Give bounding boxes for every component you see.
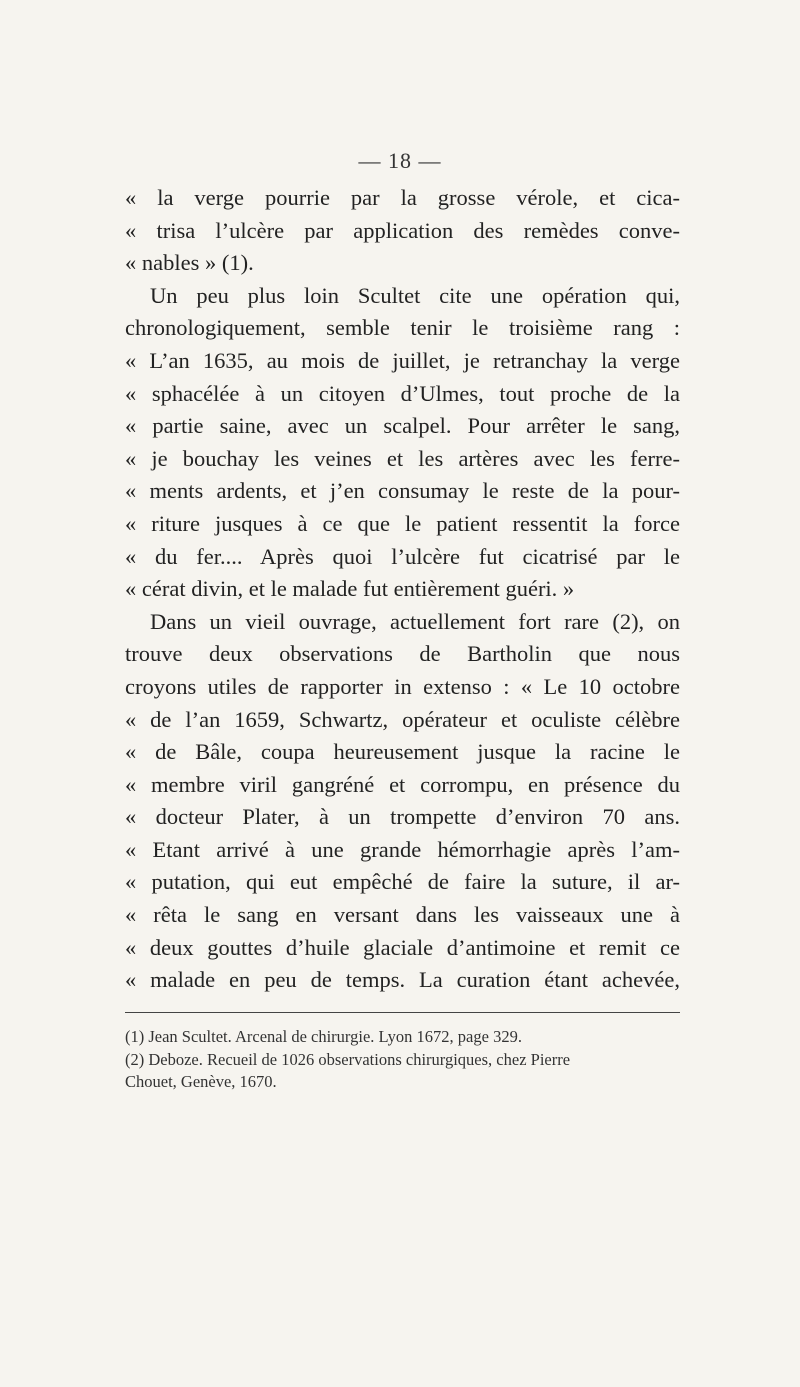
footnote-2-continuation: Chouet, Genève, 1670. [125, 1072, 277, 1091]
text-line: « putation, qui eut empêché de faire la suture, il ar- [125, 869, 680, 895]
text-line: Un peu plus loin Scultet cite une opération qui, [150, 282, 680, 308]
text-line: chronologiquement, semble tenir le troisième rang : [125, 315, 680, 341]
text-line: Dans un vieil ouvrage, actuellement fort rare (2), on [150, 608, 680, 634]
text-line: « je bouchay les veines et les artères avec les ferre- [125, 445, 680, 471]
text-line: « du fer.... Après quoi l’ulcère fut cicatrisé par le [125, 543, 680, 569]
page-number: — 18 — [358, 148, 442, 173]
text-line: « trisa l’ulcère par application des remèdes conve- [125, 217, 680, 243]
text-line: « la verge pourrie par la grosse vérole, et cica- [125, 185, 680, 210]
footnote-2: (2) Deboze. Recueil de 1026 observations chirurgiques, chez Pierre [125, 1049, 571, 1069]
text-line: « ments ardents, et j’en consumay le reste de la pour- [125, 478, 680, 504]
text-line: « cérat divin, et le malade fut entièrement guéri. » [125, 576, 575, 602]
text-line: « L’an 1635, au mois de juillet, je retranchay la verge [125, 347, 680, 373]
text-line: « deux gouttes d’huile glaciale d’antimoine et remit ce [125, 934, 680, 960]
footnotes [125, 1026, 680, 1094]
text-line: « Etant arrivé à une grande hémorrhagie après l’am- [125, 836, 680, 862]
text-line: trouve deux observations de Bartholin que nous [125, 641, 680, 667]
text-line: « riture jusques à ce que le patient ressentit la force [125, 510, 680, 536]
text-line: « partie saine, avec un scalpel. Pour arrêter le sang, [125, 413, 680, 439]
text-line: « de Bâle, coupa heureusement jusque la racine le [125, 739, 680, 765]
body-text [125, 182, 680, 997]
text-line: croyons utiles de rapporter in extenso : « Le 10 octobre [125, 673, 680, 699]
text-line: « membre viril gangréné et corrompu, en présence du [125, 771, 680, 797]
footnote-1: (1) Jean Scultet. Arcenal de chirurgie. Lyon 1672, page 329. [125, 1027, 522, 1046]
text-line: « rêta le sang en versant dans les vaisseaux une à [125, 902, 680, 928]
text-line: « sphacélée à un citoyen d’Ulmes, tout proche de la [125, 380, 680, 406]
text-line: « malade en peu de temps. La curation étant achevée, [125, 967, 680, 993]
text-line: « docteur Plater, à un trompette d’environ 70 ans. [125, 804, 680, 830]
text-line: « nables » (1). [125, 250, 254, 276]
footnote-divider [125, 1012, 680, 1013]
text-line: « de l’an 1659, Schwartz, opérateur et oculiste célèbre [125, 706, 680, 732]
